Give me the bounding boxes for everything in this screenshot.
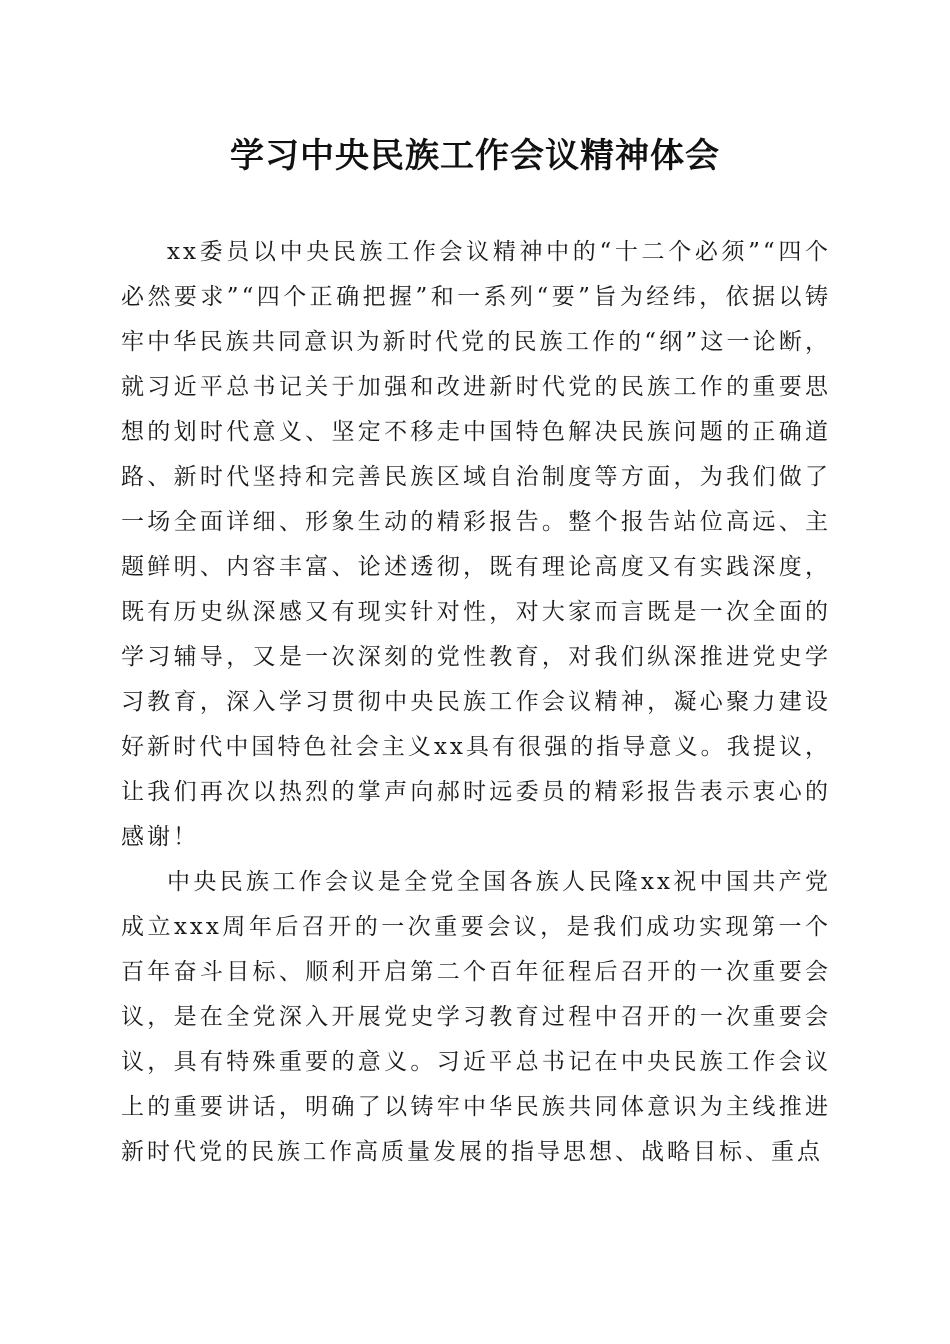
paragraph-1: xx委员以中央民族工作会议精神中的“十二个必须”“四个必然要求”“四个正确把握”和一系列“要”旨为经纬，依据以铸牢中华民族共同意识为新时代党的民族工作的“纲”这一论断，就习近平总书记关于加强和改进新时代党的民族工作的重要思想的划时代意义、坚定不移走中国特色解决民族问题的正确道路、新时代坚持和完善民族区域自治制度等方面，为我们做了一场全面详细、形象生动的精彩报告。整个报告站位高远、主题鲜明、内容丰富、论述透彻，既有理论高度又有实践深度，既有历史纵深感又有现实针对性，对大家而言既是一次全面的学习辅导，又是一次深刻的党性教育，对我们纵深推进党史学习教育，深入学习贯彻中央民族工作会议精神，凝心聚力建设好新时代中国特色社会主义xx具有很强的指导意义。我提议，让我们再次以热烈的掌声向郝时远委员的精彩报告表示衷心的感谢！ [121,239,831,850]
document-title: 学习中央民族工作会议精神体会 [230,136,720,176]
paragraph-2: 中央民族工作会议是全党全国各族人民隆xx祝中国共产党成立xxx周年后召开的一次重要会议，是我们成功实现第一个百年奋斗目标、顺利开启第二个百年征程后召开的一次重要会议，是在全党深入开展党史学习教育过程中召开的一次重要会议，具有特殊重要的意义。习近平总书记在中央民族工作会议上的重要讲话，明确了以铸牢中华民族共同体意识为主线推进新时代党的民族工作高质量发展的指导思想、战略目标、重点 [121,869,831,1165]
document-body [121,230,831,1175]
